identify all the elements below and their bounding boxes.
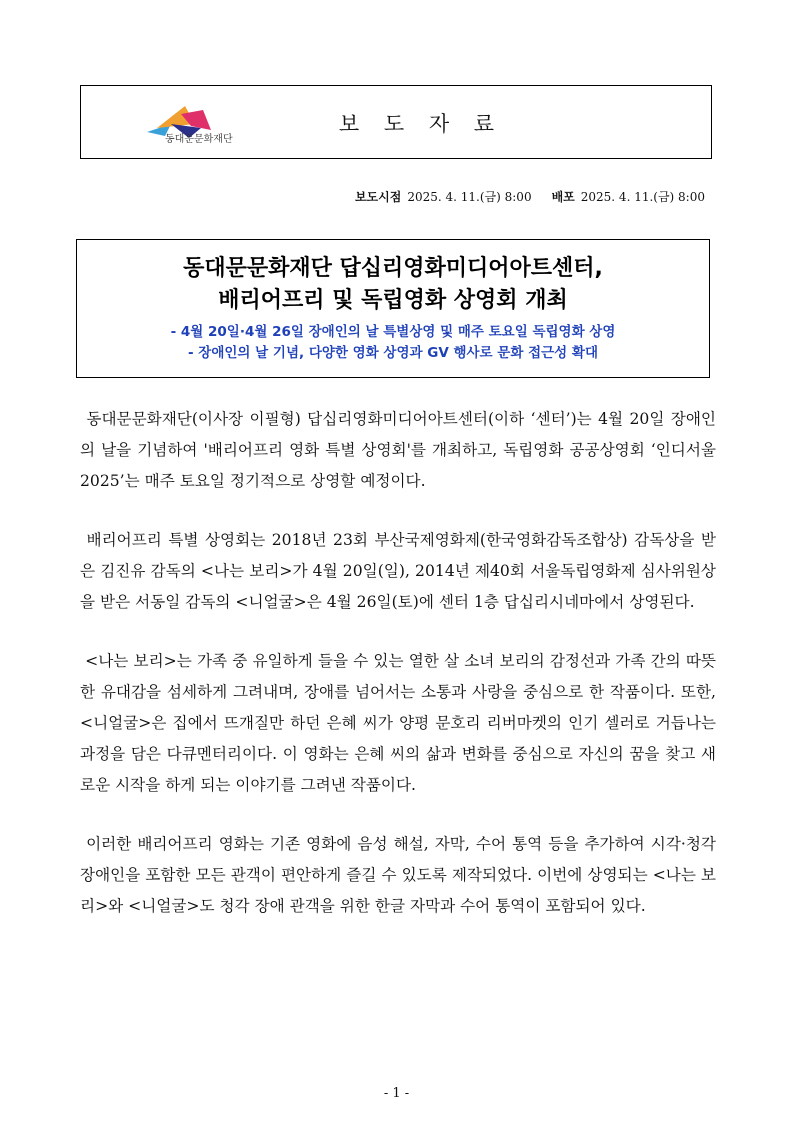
distribution-value: 2025. 4. 11.(금) 8:00 — [580, 190, 705, 204]
release-time-label: 보도시점 — [354, 190, 402, 204]
press-release-title: 보 도 자 료 — [338, 112, 504, 136]
release-info — [355, 188, 705, 205]
paragraph-intro — [80, 404, 716, 497]
paragraph-film-descriptions — [80, 646, 716, 801]
paragraph-text: 동대문문화재단(이사장 이필형) 답십리영화미디어아트센터(이하 ‘센터’)는 4월 20일 장애인의 날을 기념하여 '배리어프리 영화 특별 상영회'를 개최하고, 독립영화 공공상영회 ‘인디서울 2025’는 매주 토요일 정기적으로 상영할 예정이다. — [80, 410, 716, 490]
distribution-label: 배포 — [551, 190, 575, 204]
headline-title-line-1: 동대문문화재단 답십리영화미디어아트센터, — [183, 256, 603, 281]
headline-title-line-2: 배리어프리 및 독립영화 상영회 개최 — [218, 288, 568, 313]
paragraph-barrier-free-info — [80, 829, 716, 922]
paragraph-text: 배리어프리 특별 상영회는 2018년 23회 부산국제영화제(한국영화감독조합상) 감독상을 받은 김진유 감독의 <나는 보리>가 4월 20일(일), 2014년 제40회 서울독립영화제 심사위원상을 받은 서동일 감독의 <니얼굴>은 4월 26일(토)에 센터 1층 답십리시네마에서 상영된다. — [80, 531, 716, 611]
page-number: - 1 - — [383, 1086, 410, 1101]
press-release-header — [80, 85, 712, 159]
headline-subtitle-1: - 4월 20일·4월 26일 장애인의 날 특별상영 및 매주 토요일 독립영화 상영 — [170, 324, 616, 340]
paragraph-screening-schedule — [80, 525, 716, 618]
article-body — [80, 404, 716, 950]
logo-text: 동대문문화재단 — [165, 134, 233, 145]
headline-subtitle-2: - 장애인의 날 기념, 다양한 영화 상영과 GV 행사로 문화 접근성 확대 — [188, 345, 598, 361]
paragraph-text: <나는 보리>는 가족 중 유일하게 들을 수 있는 열한 살 소녀 보리의 감정선과 가족 간의 따뜻한 유대감을 섬세하게 그려내며, 장애를 넘어서는 소통과 사랑을 중심으로 한 작품이다. 또한, <니얼굴>은 집에서 뜨개질만 하던 은혜 씨가 양평 문호리 리버마켓의 인기 셀러로 거듭나는 과정을 담은 다큐멘터리이다. 이 영화는 은혜 씨의 삶과 변화를 중심으로 자신의 꿈을 찾고 새로운 시작을 하게 되는 이야기를 그려낸 작품이다. — [80, 652, 716, 794]
paragraph-text: 이러한 배리어프리 영화는 기존 영화에 음성 해설, 자막, 수어 통역 등을 추가하여 시각·청각 장애인을 포함한 모든 관객이 편안하게 즐길 수 있도록 제작되었다. 이번에 상영되는 <나는 보리>와 <니얼굴>도 청각 장애 관객을 위한 한글 자막과 수어 통역이 포함되어 있다. — [80, 835, 716, 915]
headline-box — [76, 239, 710, 378]
release-time-value: 2025. 4. 11.(금) 8:00 — [407, 190, 532, 204]
